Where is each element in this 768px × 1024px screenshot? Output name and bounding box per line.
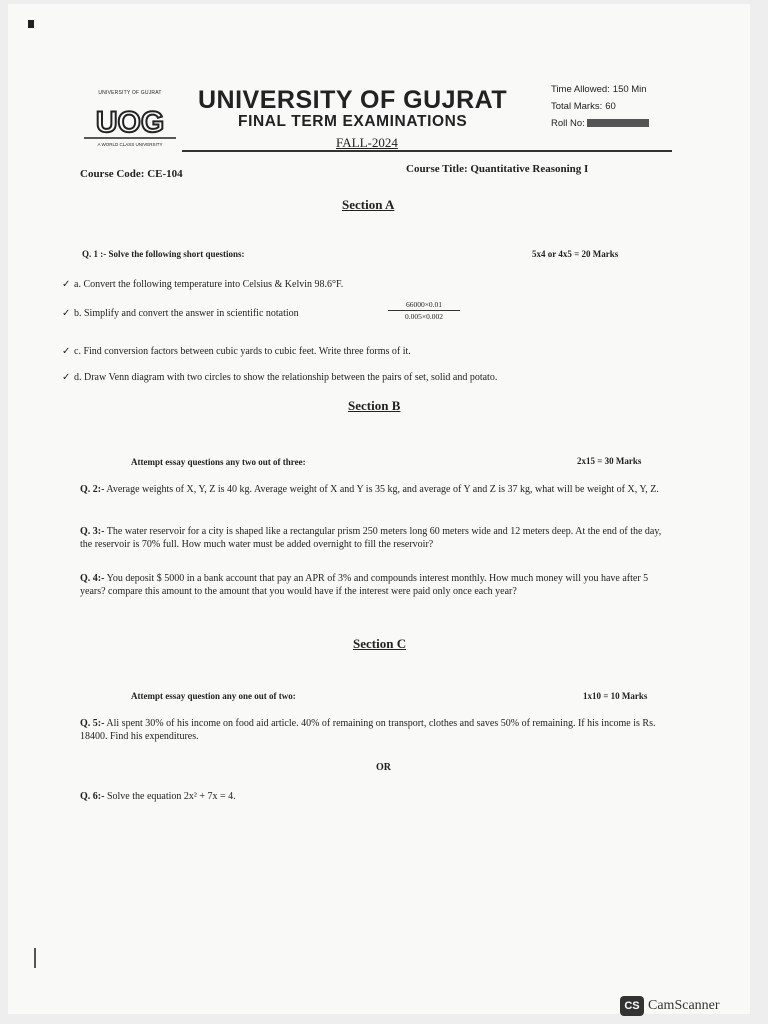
q1-part-a-text: a. Convert the following temperature into Celsius & Kelvin 98.6°F. xyxy=(74,279,344,290)
q1-label: Q. 1 :- xyxy=(82,249,107,259)
course-code: Course Code: CE-104 xyxy=(80,168,183,180)
q1-part-b-text: b. Simplify and convert the answer in scientific notation xyxy=(74,308,299,319)
question-2-text: Average weights of X, Y, Z is 40 kg. Average weight of X and Y is 35 kg, and average of Y and Z is 37 kg, what will be weight of X, Y, Z. xyxy=(106,484,659,495)
fraction-expression xyxy=(388,300,460,321)
question-5-label: Q. 5:- xyxy=(80,718,105,729)
time-allowed-value: 150 Min xyxy=(612,84,647,95)
camscanner-watermark xyxy=(620,994,720,1018)
q1-part-d-text: d. Draw Venn diagram with two circles to show the relationship between the pairs of set, solid and potato. xyxy=(74,372,498,383)
exam-term: FALL-2024 xyxy=(336,135,398,150)
time-allowed-label: Time Allowed: xyxy=(551,84,610,95)
uog-logo-icon xyxy=(84,100,176,140)
roll-number xyxy=(551,118,649,129)
course-title-value: Quantitative Reasoning I xyxy=(470,163,589,175)
q1-part-c-text: c. Find conversion factors between cubic yards to cubic feet. Write three forms of it. xyxy=(74,346,411,357)
roll-number-redaction xyxy=(587,119,649,127)
q1-part-c xyxy=(62,345,411,358)
q1-part-b xyxy=(62,307,299,320)
header-divider xyxy=(182,150,672,152)
scan-edge-mark xyxy=(34,948,36,968)
question-4-label: Q. 4:- xyxy=(80,573,105,584)
or-separator: OR xyxy=(376,762,391,773)
question-6-label: Q. 6:- xyxy=(80,791,105,802)
course-title xyxy=(406,163,588,175)
time-allowed xyxy=(551,84,647,95)
question-3-text: The water reservoir for a city is shaped like a rectangular prism 250 meters long 60 meters wide and 12 meters deep. At the end of the day, the reservoir is 70% full. How much water must be added overnight to fill the reservoir? xyxy=(80,526,662,550)
question-2-label: Q. 2:- xyxy=(80,484,105,495)
exam-paper xyxy=(8,4,750,1014)
question-3 xyxy=(80,525,662,551)
question-6 xyxy=(80,791,236,802)
camscanner-logo-icon: CS xyxy=(620,996,644,1016)
total-marks-value: 60 xyxy=(605,101,616,112)
roll-number-label: Roll No: xyxy=(551,118,585,129)
exam-title: FINAL TERM EXAMINATIONS xyxy=(238,113,468,130)
fraction-denominator: 0.005×0.002 xyxy=(405,312,443,321)
question-5 xyxy=(80,717,662,743)
section-c-marks: 1x10 = 10 Marks xyxy=(583,691,648,701)
section-b-instruction: Attempt essay questions any two out of three: xyxy=(131,457,306,467)
logo-top-text: UNIVERSITY OF GUJRAT xyxy=(98,90,162,96)
question-4 xyxy=(80,572,662,598)
check-mark-icon: ✓ xyxy=(62,279,71,290)
q1-heading xyxy=(82,249,245,259)
logo-bottom-text: A WORLD CLASS UNIVERSITY xyxy=(97,142,163,147)
q1-instruction: Solve the following short questions: xyxy=(108,249,245,259)
university-logo xyxy=(80,90,180,150)
q1-part-a xyxy=(62,278,343,291)
question-5-text: Ali spent 30% of his income on food aid article. 40% of remaining on transport, clothes and saves 50% of remaining. If his income is Rs. 18400. Find his expenditures. xyxy=(80,718,656,742)
question-4-text: You deposit $ 5000 in a bank account that pay an APR of 3% and compounds interest monthly. How much money will you have after 5 years? compare this amount to the amount that you would have if the interest were paid only once each year? xyxy=(80,573,649,597)
question-3-label: Q. 3:- xyxy=(80,526,105,537)
q1-part-d xyxy=(62,371,497,384)
course-title-label: Course Title: xyxy=(406,163,468,175)
university-name: UNIVERSITY OF GUJRAT xyxy=(198,86,508,114)
camscanner-name: CamScanner xyxy=(648,998,720,1013)
fraction-numerator: 66000×0.01 xyxy=(388,300,460,311)
section-a-marks: 5x4 or 4x5 = 20 Marks xyxy=(532,249,619,259)
section-b-marks: 2x15 = 30 Marks xyxy=(577,456,642,466)
section-a-heading: Section A xyxy=(342,197,395,212)
check-mark-icon: ✓ xyxy=(62,308,71,319)
section-c-instruction: Attempt essay question any one out of two: xyxy=(131,691,296,701)
scan-corner-mark xyxy=(28,20,34,28)
total-marks xyxy=(551,101,616,112)
check-mark-icon: ✓ xyxy=(62,372,71,383)
section-b-heading: Section B xyxy=(348,398,401,413)
question-6-text: Solve the equation 2x² + 7x = 4. xyxy=(106,791,236,802)
section-c-heading: Section C xyxy=(353,636,407,651)
total-marks-label: Total Marks: xyxy=(551,101,603,112)
check-mark-icon: ✓ xyxy=(62,346,71,357)
question-2 xyxy=(80,483,662,496)
svg-text:UOG: UOG xyxy=(95,106,165,139)
